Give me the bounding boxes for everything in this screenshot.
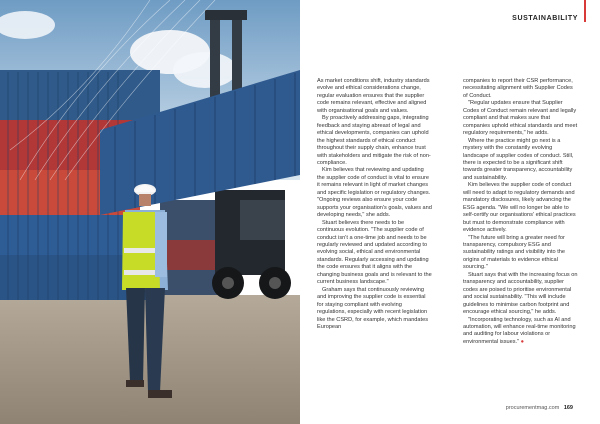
article-column-1 [317,78,432,331]
paragraph: Graham says that continuously reviewing and improving the supplier code is essential for staying compliant with evolving regulations, especially with recent legislation like the CSRD, for example, which mandates European [317,286,428,330]
page-number: 169 [563,405,573,411]
article-column-2 [463,78,578,346]
article-page [300,0,600,424]
paragraph [463,317,578,347]
paragraph: Stuart believes there needs to be continuous evolution. "The supplier code of conduct isn't a one-time job and needs to be regularly reviewed and updated according to evolving social, ethical and environmental standards. Regularly accessing and updating the code ensures that it aligns with the changing business goals and is relevant to the current business landscape." [317,219,432,286]
end-of-article-icon: ● [520,338,525,345]
page-footer [506,405,573,411]
paragraph: Stuart says that with the increasing focus on transparency and accountability, supplier codes are poised to prioritise environmental and social sustainability. "This will include guidelines to minimise carbon footprint and encourage ethical sourcing," he adds. [463,271,578,316]
site-url[interactable]: procurementmag.com [505,405,560,411]
paragraph: Kim believes the supplier code of conduct will need to adapt to regulatory demands and mandatory disclosures, likely advancing the ESG agenda. "We will no longer be able to self-certify our organisations' ethical practices but must to demonstrate compliance with evidence actively. [463,182,576,234]
paragraph: Kim believes that reviewing and updating the supplier code of conduct is vital to ensure it remains relevant in light of market changes and specific legislation or regulatory changes. "Ongoing reviews also ensure your code supports your organisation's goals, values and developing needs," she adds. [317,167,432,219]
paragraph: Where the practice might go next is a mystery with the constantly evolving landscape of supplier codes of conduct. Still, there is expected to be a significant shift towards greater transparency, accountability and sustainability. [463,137,574,181]
paragraph: As market conditions shift, industry standards evolve and ethical considerations change, regular evaluation ensures that the supplier code remains relevant, effective and aligned with organisational goals and values. [317,78,430,114]
paragraph: By proactively addressing gaps, integrating feedback and staying abreast of legal and ethical developments, companies can uphold the highest standards of ethical conduct throughout their supply chain, enhance trust with stakeholders and mitigate the risk of non-compliance. [317,115,431,166]
paragraph: "Regular updates ensure that Supplier Codes of Conduct remain relevant and legally compliant and that makes sure that companies uphold ethical standards and meet regulatory requirements," he adds. [463,100,578,137]
final-paragraph-text: "Incorporating technology, such as AI and automation, will enhance real-time monitoring and auditing for labour violations or environmental issues." [463,316,576,345]
paragraph: companies to report their CSR performance, necessitating alignment with Supplier Codes of Conduct. [463,78,573,99]
section-accent-bar [584,0,586,22]
paragraph: "The future will bring a greater need for transparency, compulsory ESG and sustainability ratings and visibility into the origins of materials to evidence ethical sourcing." [463,234,565,271]
section-label: SUSTAINABILITY [512,15,578,22]
